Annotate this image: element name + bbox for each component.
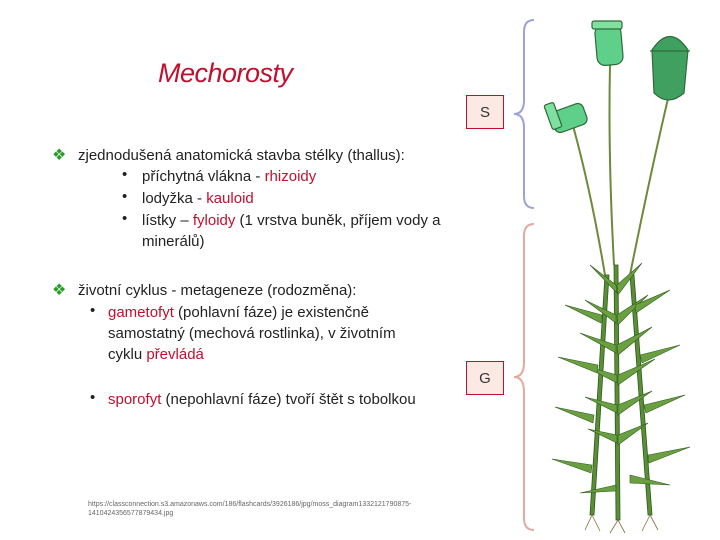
list-item-sporofyt: sporofyt (nepohlavní fáze) tvoří štět s tobolkou	[108, 391, 416, 408]
section1-heading: zjednodušená anatomická stavba stélky (thallus):	[78, 147, 405, 164]
list-item-gametofyt-line2: samostatný (mechová rostlinka), v životním	[108, 325, 396, 342]
list-item-rhizoidy: příchytná vlákna - rhizoidy	[142, 168, 317, 185]
bullet-icon: •	[90, 302, 96, 319]
bullet-icon: •	[122, 188, 128, 205]
list-item-fyloidy: lístky – fyloidy (1 vrstva buněk, příjem vody a	[142, 212, 441, 229]
diamond-bullet-icon: ❖	[52, 282, 67, 299]
list-item-fyloidy-cont: minerálů)	[142, 233, 205, 250]
list-item-gametofyt-line3: cyklu převládá	[108, 346, 204, 363]
sporophyte-label-box: S	[466, 95, 504, 129]
list-item-kauloid: lodyžka - kauloid	[142, 190, 254, 207]
section2-heading: životní cyklus - metageneze (rodozměna):	[78, 282, 357, 299]
bullet-icon: •	[122, 166, 128, 183]
bullet-icon: •	[122, 210, 128, 227]
source-url: https://classconnection.s3.amazonaws.com/186/flashcards/3926186/jpg/moss_diagram1332121790875-1410424356577879434.jpg	[88, 501, 412, 517]
diamond-bullet-icon: ❖	[52, 147, 67, 164]
slide-title: Mechorosty	[158, 58, 293, 88]
bullet-icon: •	[90, 389, 96, 406]
list-item-gametofyt: gametofyt (pohlavní fáze) je existenčně	[108, 304, 369, 321]
moss-plant-illustration	[530, 15, 715, 535]
gametophyte-label-box: G	[466, 361, 504, 395]
